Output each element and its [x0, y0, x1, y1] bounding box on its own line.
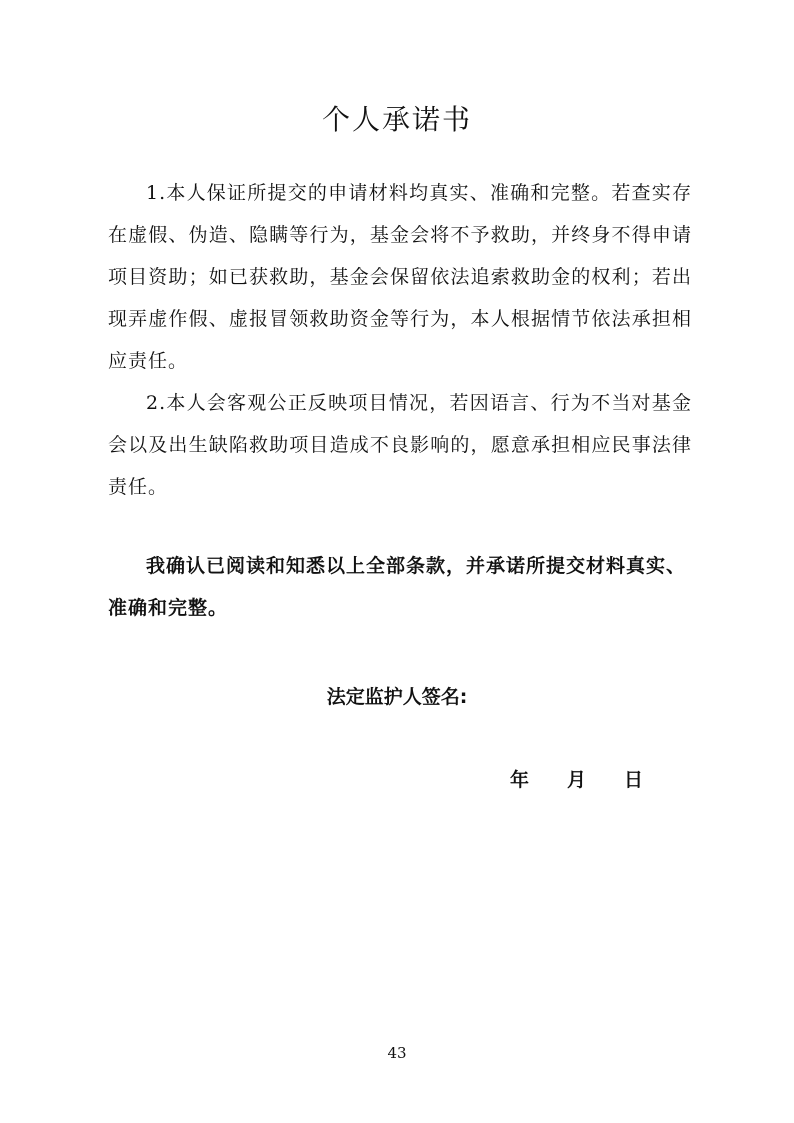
- date-year: 年: [510, 769, 530, 791]
- commitment-clauses: [108, 172, 692, 508]
- page-number: 43: [387, 1044, 407, 1062]
- date-month: 月: [567, 769, 587, 791]
- guardian-signature-label: 法定监护人签名:: [326, 686, 468, 708]
- date-day: 日: [624, 769, 644, 791]
- confirmation-text: 我确认已阅读和知悉以上全部条款，并承诺所提交材料真实、准确和完整。: [108, 555, 687, 619]
- document-title: 个人承诺书: [321, 103, 472, 136]
- clause-2: 2.本人会客观公正反映项目情况，若因语言、行为不当对基金会以及出生缺陷救助项目造成不良影响的，愿意承担相应民事法律责任。: [108, 392, 692, 498]
- clause-1: 1.本人保证所提交的申请材料均真实、准确和完整。若查实存在虚假、伪造、隐瞒等行为，基金会将不予救助，并终身不得申请项目资助；如已获救助，基金会保留依法追索救助金的权利；若出现弄虚作假、虚报冒领救助资金等行为，本人根据情节依法承担相应责任。: [108, 182, 692, 372]
- confirmation-statement: [108, 545, 692, 629]
- date-line: [510, 765, 643, 792]
